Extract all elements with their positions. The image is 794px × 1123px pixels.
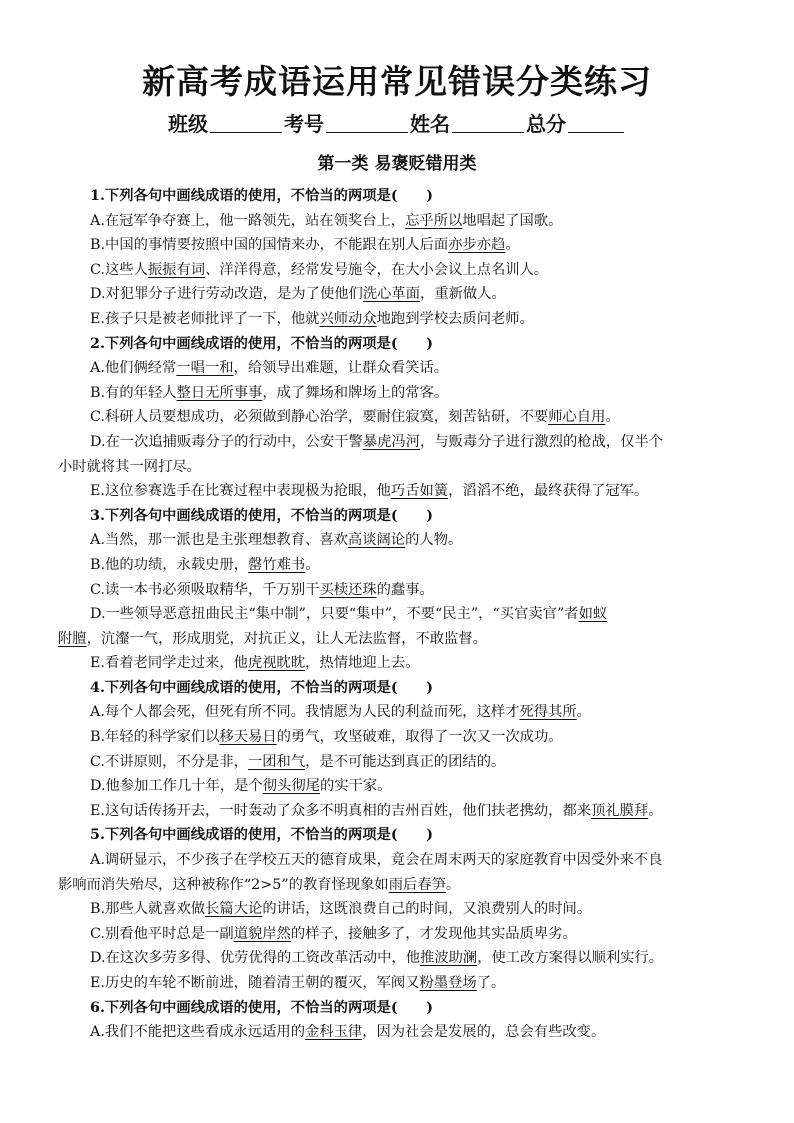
underlined-idiom: 高谈阔论 bbox=[347, 532, 406, 549]
question-stem: 4.下列各句中画线成语的使用，不恰当的两项是( ) bbox=[90, 679, 433, 696]
option-continuation: 小时就将其一网打尽。 bbox=[58, 458, 201, 475]
question-stem: 3.下列各句中画线成语的使用，不恰当的两项是( ) bbox=[90, 507, 433, 524]
option-line: E.孩子只是被老师批评了一下，他就兴师动众地跑到学校去质问老师。 bbox=[90, 310, 534, 327]
underlined-idiom: 兴师动众 bbox=[319, 310, 377, 327]
option-line: D.对犯罪分子进行劳动改造，是为了使他们洗心革面，重新做人。 bbox=[90, 286, 506, 303]
option-line: E.这句话传扬开去，一时轰动了众多不明真相的吉州百姓，他们扶老携幼，都来顶礼膜拜。 bbox=[90, 802, 663, 819]
option-continuation: 附膻，沆瀣一气，形成朋党，对抗正义，让人无法监督，不敢监督。 bbox=[58, 630, 487, 647]
underlined-idiom: 整日无所事事 bbox=[176, 384, 263, 401]
score-label: 总分 bbox=[526, 112, 566, 136]
option-line: C.别看他平时总是一副道貌岸然的样子，接触多了，才发现他其实品质卑劣。 bbox=[90, 925, 577, 942]
underlined-idiom: 罄竹难书 bbox=[248, 556, 306, 573]
question-list bbox=[58, 184, 732, 1045]
option-line: C.这些人振振有词、洋洋得意，经常发号施令，在大小会议上点名训人。 bbox=[90, 261, 549, 278]
underlined-idiom: 金科玉律 bbox=[305, 1024, 363, 1041]
underlined-idiom: 一团和气 bbox=[247, 753, 306, 770]
underlined-idiom: 振振有词 bbox=[147, 261, 206, 278]
name-blank bbox=[452, 110, 524, 133]
question-stem: 1.下列各句中画线成语的使用，不恰当的两项是( ) bbox=[90, 188, 433, 204]
question-stem: 5.下列各句中画线成语的使用，不恰当的两项是( ) bbox=[90, 827, 433, 844]
name-label: 姓名 bbox=[410, 112, 450, 136]
underlined-idiom: 粉墨登场 bbox=[419, 975, 477, 991]
option-line: B.有的年轻人整日无所事事，成了舞场和牌场上的常客。 bbox=[90, 384, 449, 401]
option-line: A.每个人都会死，但死有所不同。我情愿为人民的利益而死，这样才死得其所。 bbox=[90, 704, 591, 721]
underlined-idiom: 推波助澜 bbox=[420, 950, 478, 967]
option-line: E.看着老同学走过来，他虎视眈眈，热情地迎上去。 bbox=[90, 655, 420, 672]
underlined-idiom: 买椟还珠 bbox=[319, 581, 377, 598]
underlined-idiom: 道貌岸然 bbox=[233, 925, 291, 942]
option-line: A.我们不能把这些看成永远适用的金科玉律，因为社会是发展的，总会有些改变。 bbox=[90, 1024, 606, 1041]
underlined-idiom: 死得其所 bbox=[519, 704, 577, 721]
option-line: D.他参加工作几十年，是个彻头彻尾的实干家。 bbox=[90, 778, 392, 795]
question-stem: 2.下列各句中画线成语的使用，不恰当的两项是( ) bbox=[90, 335, 433, 352]
option-line: D.在这次多劳多得、优劳优得的工资改革活动中，他推波助澜，使工改方案得以顺利实行。 bbox=[90, 950, 664, 967]
exam-no-blank bbox=[326, 110, 408, 133]
underlined-idiom: 顶礼膜拜 bbox=[591, 802, 649, 819]
underlined-idiom: 附膻 bbox=[58, 630, 87, 647]
student-info-line bbox=[0, 108, 794, 140]
option-continuation: 影响而消失殆尽，这种被称作“2>5”的教育怪现象如雨后春笋。 bbox=[58, 876, 461, 893]
option-line: E.这位参赛选手在比赛过程中表现极为抢眼，他巧舌如簧，滔滔不绝，最终获得了冠军。 bbox=[90, 483, 649, 500]
option-line: A.他们俩经常一唱一和，给领导出难题，让群众看笑话。 bbox=[90, 360, 448, 377]
option-line: C.读一本书必须吸取精华，千万别干买椟还珠的蠢事。 bbox=[90, 581, 434, 598]
underlined-idiom: 长篇大论 bbox=[205, 901, 263, 918]
underlined-idiom: 忘乎所以 bbox=[405, 212, 463, 229]
underlined-idiom: 暴虎冯河 bbox=[362, 433, 421, 450]
underlined-idiom: 移天易日 bbox=[219, 729, 277, 746]
option-line: B.那些人就喜欢做长篇大论的讲话，这既浪费自己的时间，又浪费别人的时间。 bbox=[90, 901, 592, 918]
page-title: 新高考成语运用常见错误分类练习 bbox=[142, 62, 652, 101]
underlined-idiom: 虎视眈眈 bbox=[247, 655, 306, 672]
question-stem: 6.下列各句中画线成语的使用，不恰当的两项是( ) bbox=[90, 999, 433, 1016]
underlined-idiom: 洗心革面 bbox=[362, 286, 421, 303]
underlined-idiom: 如蚁 bbox=[578, 606, 608, 623]
option-line: E.历史的车轮不断前进，随着清王朝的覆灭，军阀又粉墨登场了。 bbox=[90, 975, 506, 991]
option-line: A.在冠军争夺赛上，他一路领先，站在领奖台上，忘乎所以地唱起了国歌。 bbox=[90, 212, 563, 229]
underlined-idiom: 亦步亦趋 bbox=[448, 237, 506, 254]
option-line: A.调研显示，不少孩子在学校五天的德育成果，竟会在周末两天的家庭教育中因受外来不良 bbox=[90, 852, 663, 869]
score-blank bbox=[568, 110, 624, 133]
underlined-idiom: 师心自用 bbox=[548, 409, 606, 426]
option-line: C.科研人员要想成功，必须做到静心治学，要耐住寂寞，刻苦钻研，不要师心自用。 bbox=[90, 409, 620, 426]
option-line: B.中国的事情要按照中国的国情来办，不能跟在别人后面亦步亦趋。 bbox=[90, 237, 520, 254]
class-blank bbox=[210, 110, 282, 133]
exam-no-label: 考号 bbox=[284, 112, 324, 136]
section-title: 第一类 易褒贬错用类 bbox=[317, 154, 477, 174]
underlined-idiom: 雨后春笋 bbox=[388, 876, 446, 893]
underlined-idiom: 巧舌如簧 bbox=[390, 483, 449, 500]
option-line: C.不讲原则，不分是非，一团和气，是不可能达到真正的团结的。 bbox=[90, 753, 506, 770]
class-label: 班级 bbox=[168, 112, 208, 136]
option-line: D.在一次追捕贩毒分子的行动中，公安干警暴虎冯河，与贩毒分子进行激烈的枪战，仅半个 bbox=[90, 433, 664, 450]
option-line: B.年轻的科学家们以移天易日的勇气，攻坚破难，取得了一次又一次成功。 bbox=[90, 729, 563, 746]
option-line: B.他的功绩，永载史册，罄竹难书。 bbox=[90, 556, 320, 573]
option-line: A.当然，那一派也是主张理想教育、喜欢高谈阔论的人物。 bbox=[90, 532, 463, 549]
underlined-idiom: 一唱一和 bbox=[176, 360, 234, 377]
underlined-idiom: 彻头彻尾 bbox=[262, 778, 320, 795]
option-line: D.一些领导恶意扭曲民主“集中制”，只要“集中”，不要“民主”，“买官卖官”者如蚁 bbox=[90, 606, 608, 623]
